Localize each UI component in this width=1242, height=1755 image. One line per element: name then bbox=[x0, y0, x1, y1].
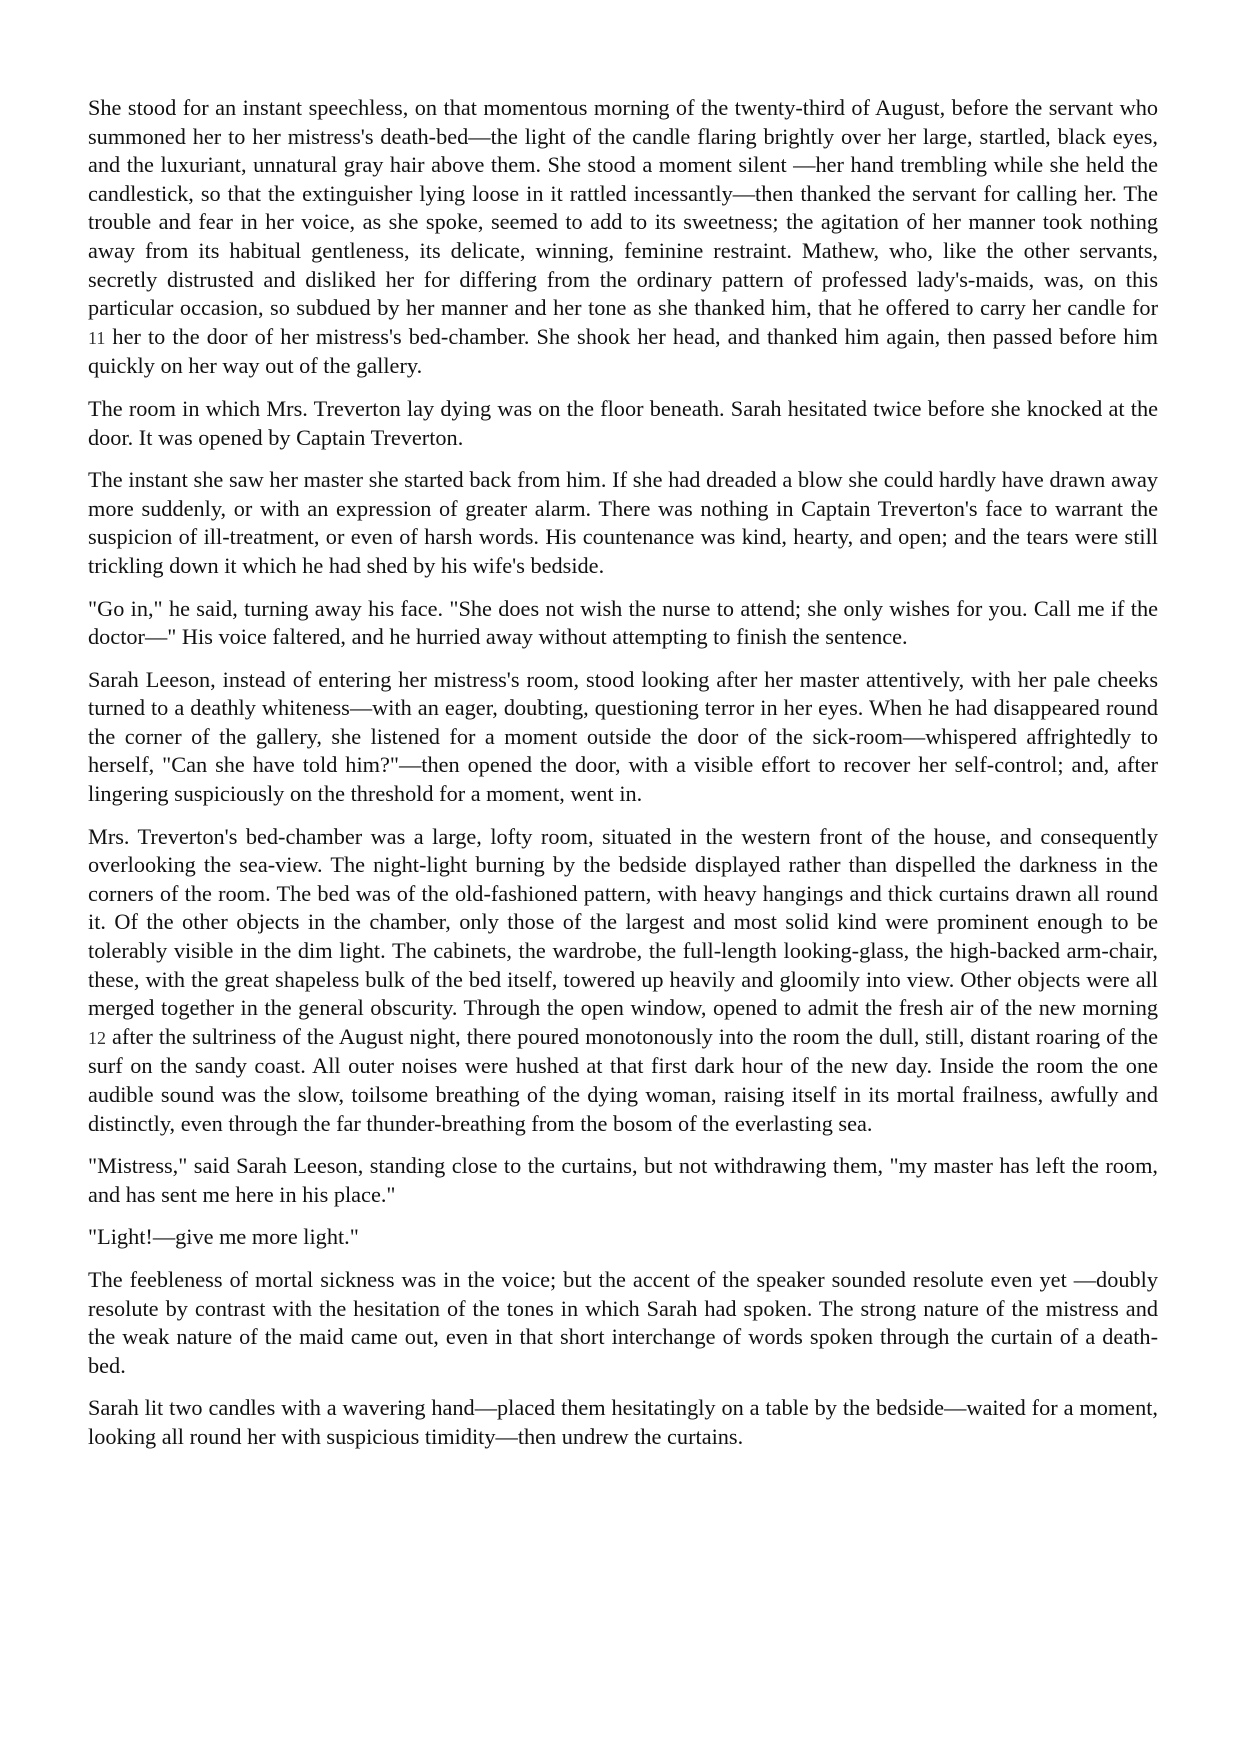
paragraph-text: She stood for an instant speechless, on that momentous morning of the twenty-third of August, before the servant who summoned her to her mistress's death-bed—the light of the candle flaring brightly over her large, startled, black eyes, and the luxuriant, unnatural gray hair above them. She stood a moment silent —her hand trembling while she held the candlestick, so that the extinguisher lying loose in it rattled incessantly—then thanked the servant for calling her. The trouble and fear in her voice, as she spoke, seemed to add to its sweetness; the agitation of her manner took nothing away from its habitual gentleness, its delicate, winning, feminine restraint. Mathew, who, like the other servants, secretly distrusted and disliked her for differing from the ordinary pattern of professed lady's-maids, was, on this particular occasion, so subdued by her manner and her tone as she thanked him, that he offered to carry her candle for bbox=[88, 95, 1158, 321]
paragraph-2: The room in which Mrs. Treverton lay dying was on the floor beneath. Sarah hesitated twice before she knocked at the door. It was opened by Captain Treverton. bbox=[88, 395, 1158, 450]
paragraph-text: Mrs. Treverton's bed-chamber was a large, lofty room, situated in the western front of the house, and consequently overlooking the sea-view. The night-light burning by the bedside displayed rather than dispelled the darkness in the corners of the room. The bed was of the old-fashioned pattern, with heavy hangings and thick curtains drawn all round it. Of the other objects in the chamber, only those of the largest and most solid kind were prominent enough to be tolerably visible in the dim light. The cabinets, the wardrobe, the full-length looking-glass, the high-backed arm-chair, these, with the great shapeless bulk of the bed itself, towered up heavily and gloomily into view. Other objects were all merged together in the general obscurity. Through the open window, opened to admit the fresh air of the new morning bbox=[88, 823, 1158, 1021]
paragraph-9: The feebleness of mortal sickness was in the voice; but the accent of the speaker sounded resolute even yet —doubly resolute by contrast with the hesitation of the tones in which Sarah had spoken. The strong nature of the mistress and the weak nature of the maid came out, even in that short interchange of words spoken through the curtain of a death-bed. bbox=[88, 1266, 1158, 1378]
document-page bbox=[88, 94, 1158, 1466]
page-number-marker: 11 bbox=[88, 327, 106, 348]
paragraph-3: The instant she saw her master she started back from him. If she had dreaded a blow she could hardly have drawn away more suddenly, or with an expression of greater alarm. There was nothing in Captain Treverton's face to warrant the suspicion of ill-treatment, or even of harsh words. His countenance was kind, hearty, and open; and the tears were still trickling down it which he had shed by his wife's bedside. bbox=[88, 467, 1158, 578]
paragraph-text: her to the door of her mistress's bed-chamber. She shook her head, and thanked him again, then passed before him quickly on her way out of the gallery. bbox=[88, 323, 1158, 379]
paragraph-10: Sarah lit two candles with a wavering hand—placed them hesitatingly on a table by the bedside—waited for a moment, looking all round her with suspicious timidity—then undrew the curtains. bbox=[88, 1395, 1158, 1449]
paragraph-1 bbox=[88, 94, 1158, 381]
page-number-marker: 12 bbox=[88, 1027, 106, 1048]
paragraph-5: Sarah Leeson, instead of entering her mistress's room, stood looking after her master attentively, with her pale cheeks turned to a deathly whiteness—with an eager, doubting, questioning terror in her eyes. When he had disappeared round the corner of the gallery, she listened for a moment outside the door of the sick-room—whispered affrightedly to herself, "Can she have told him?"—then opened the door, with a visible effort to recover her self-control; and, after lingering suspiciously on the threshold for a moment, went in. bbox=[88, 666, 1158, 807]
paragraph-8: "Light!—give me more light." bbox=[88, 1224, 359, 1250]
paragraph-4: "Go in," he said, turning away his face. "She does not wish the nurse to attend; she only wishes for you. Call me if the doctor—" His voice faltered, and he hurried away without attempting to finish the sentence. bbox=[88, 595, 1158, 650]
paragraph-7: "Mistress," said Sarah Leeson, standing close to the curtains, but not withdrawing them, "my master has left the room, and has sent me here in his place." bbox=[88, 1153, 1158, 1207]
paragraph-6 bbox=[88, 823, 1158, 1139]
paragraph-text: after the sultriness of the August night, there poured monotonously into the room the dull, still, distant roaring of the surf on the sandy coast. All outer noises were hushed at that first dark hour of the new day. Inside the room the one audible sound was the slow, toilsome breathing of the dying woman, raising itself in its mortal frailness, awfully and distinctly, even through the far thunder-breathing from the bosom of the everlasting sea. bbox=[88, 1023, 1158, 1136]
